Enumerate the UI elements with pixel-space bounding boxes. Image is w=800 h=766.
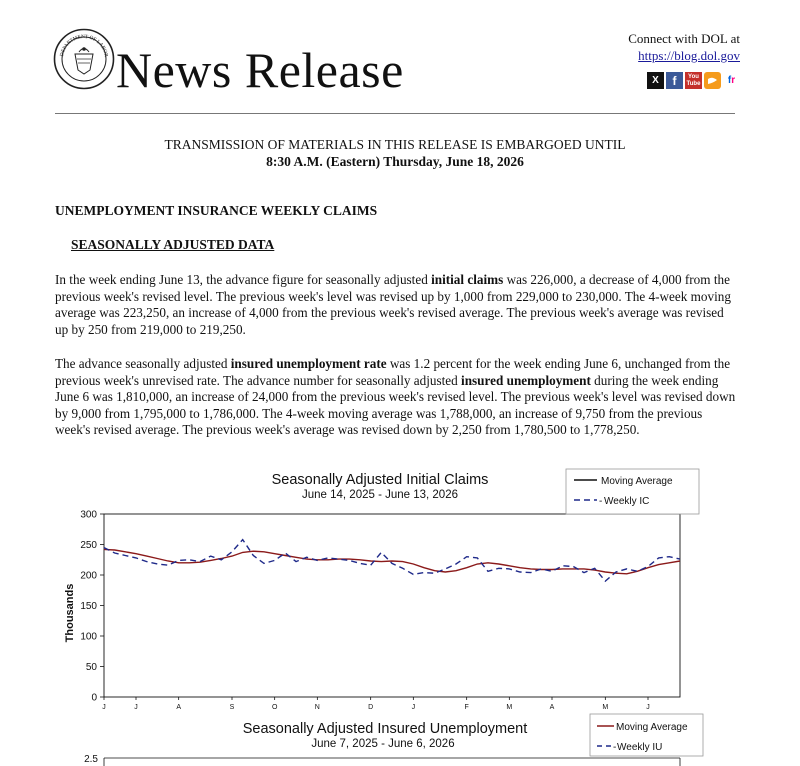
social-icons xyxy=(647,72,740,89)
connect-label: Connect with DOL at xyxy=(628,31,740,46)
x-tick-label: J xyxy=(102,704,106,711)
x-tick-label: S xyxy=(229,704,235,711)
chart-legend xyxy=(590,714,703,756)
svg-text:-: - xyxy=(599,496,603,507)
y-axis-label: Thousands xyxy=(64,583,76,643)
y-tick-label: 0 xyxy=(91,692,97,704)
y-tick-label: 2.5 xyxy=(84,754,98,765)
y-tick-label: 250 xyxy=(80,540,97,551)
connect-block xyxy=(628,30,740,64)
svg-text:-: - xyxy=(613,742,617,753)
x-tick-label: F xyxy=(464,704,469,711)
x-icon[interactable]: X xyxy=(647,72,664,89)
legend-moving-average: Moving Average xyxy=(601,476,673,487)
embargo-line-1: TRANSMISSION OF MATERIALS IN THIS RELEASE IS EMBARGOED UNTIL xyxy=(164,137,626,152)
flickr-icon[interactable]: f r xyxy=(723,72,740,89)
page-title: News Release xyxy=(116,42,404,98)
legend-weekly-iu: Weekly IU xyxy=(617,742,663,753)
initial-claims-chart xyxy=(0,465,800,715)
legend-moving-average: Moving Average xyxy=(616,722,688,733)
y-tick-label: 50 xyxy=(85,662,97,673)
chart-subtitle: June 7, 2025 - June 6, 2026 xyxy=(311,738,455,750)
y-tick-label: 100 xyxy=(80,631,97,643)
chart-subtitle: June 14, 2025 - June 13, 2026 xyxy=(301,489,459,501)
x-tick-label: M xyxy=(506,704,513,711)
x-tick-label: N xyxy=(314,704,320,711)
x-tick-label: J xyxy=(411,704,416,711)
y-tick-label: 300 xyxy=(80,509,97,521)
blog-link[interactable]: https://blog.dol.gov xyxy=(638,48,740,63)
chart-legend xyxy=(566,469,699,514)
embargo-line-2: 8:30 A.M. (Eastern) Thursday, June 18, 2026 xyxy=(266,154,524,169)
insured-unemployment-paragraph: The advance seasonally adjusted insured unemployment rate was 1.2 percent for the week ending June 6, unchanged from the previous week's unrevised rate. The advance number for seasonally adjusted insured unemployment during the week ending June 6 was 1,810,000, an increase of 24,000 from the previous week's revised level. The previous week's level was revised down by 9,000 from 1,795,000 to 1,786,000. The 4-week moving average was 1,788,000, an increase of 9,750 from the previous week's revised average. The previous week's average was revised down by 2,250 from 1,780,500 to 1,778,250. xyxy=(55,356,736,437)
legend-weekly-ic: Weekly IC xyxy=(604,496,650,507)
chart-title: Seasonally Adjusted Insured Unemployment xyxy=(242,721,528,737)
x-tick-label: A xyxy=(549,704,555,711)
x-tick-label: D xyxy=(368,704,374,711)
header-divider xyxy=(55,113,735,114)
facebook-icon[interactable]: f xyxy=(666,72,683,89)
plot-frame xyxy=(104,514,680,697)
y-tick-label: 150 xyxy=(80,601,97,612)
x-tick-label: J xyxy=(134,704,138,711)
x-tick-label: A xyxy=(176,704,182,711)
insured-unemployment-chart xyxy=(0,712,800,766)
x-tick-label: J xyxy=(646,704,650,711)
initial-claims-paragraph: In the week ending June 13, the advance figure for seasonally adjusted initial claims was 226,000, a decrease of 4,000 from the previous week's revised level. The previous week's level was revised up by 1,000 from 229,000 to 230,000. The 4-week moving average was 223,250, an increase of 4,000 from the previous week's revised average. The previous week's average was revised up by 250 from 219,000 to 219,250. xyxy=(55,272,731,337)
section-title: UNEMPLOYMENT INSURANCE WEEKLY CLAIMS xyxy=(55,203,378,218)
dol-seal-logo xyxy=(53,28,115,90)
x-tick-label: M xyxy=(602,704,609,711)
blog-icon[interactable] xyxy=(704,72,721,89)
y-tick-label: 200 xyxy=(80,570,97,582)
youtube-icon[interactable]: You Tube xyxy=(685,72,702,89)
svg-text:DEPARTMENT OF LABOR: DEPARTMENT OF LABOR xyxy=(59,33,109,58)
chart-title: Seasonally Adjusted Initial Claims xyxy=(271,472,489,488)
embargo-notice xyxy=(55,136,735,170)
series-moving-average xyxy=(104,549,680,573)
x-tick-label: O xyxy=(271,704,278,711)
subsection-title: SEASONALLY ADJUSTED DATA xyxy=(71,237,275,252)
